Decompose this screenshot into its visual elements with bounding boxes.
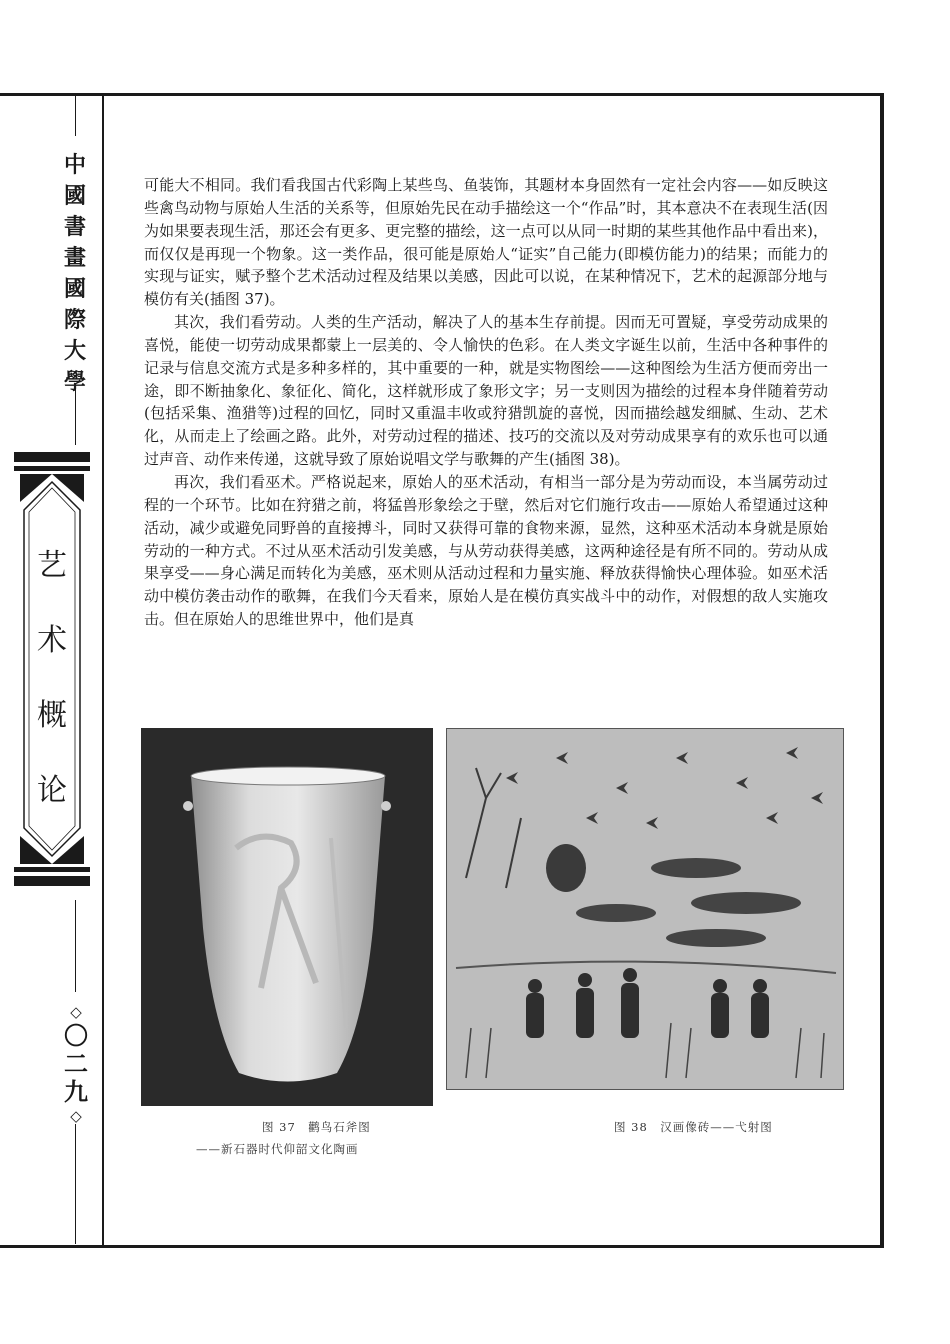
university-char: 國 [63, 276, 86, 302]
figure-38-caption: 图 38 汉画像砖——弋射图 [614, 1120, 773, 1134]
frame-top-line [0, 93, 884, 96]
book-title-char: 术 [37, 623, 67, 658]
page-number-char: 〇 [64, 1021, 88, 1050]
sidebar-low-rule [75, 900, 76, 992]
university-char: 大 [63, 338, 86, 364]
page-number [58, 1002, 94, 1126]
sidebar-bottom-rule [75, 1124, 76, 1244]
book-title-char: 论 [37, 773, 67, 808]
figure-38-relief-image [446, 728, 844, 1090]
university-char: 中 [63, 152, 86, 178]
university-char: 學 [63, 369, 86, 395]
book-title-char: 艺 [37, 548, 67, 583]
university-char: 際 [63, 307, 86, 333]
page-number-char: 九 [64, 1077, 88, 1106]
paragraph: 再次，我们看巫术。严格说起来，原始人的巫术活动，有相当一部分是为劳动而设，本当属劳动过程的一个环节。比如在狩猎之前，将猛兽形象绘之于壁，然后对它们施行攻击——原始人希望通过这种活动，减少或避免同野兽的直接搏斗，同时又获得可靠的食物来源，显然，这种巫术活动本身就是原始劳动的一种方式。不过从巫术活动引发美感，与从劳动获得美感，这两种途径是有所不同的。劳动从成果享受——身心满足而转化为美感，巫术则从活动过程和力量实施、释放获得愉快心理体验。如巫术活动中模仿袭击动作的歌舞，在我们今天看来，原始人是在模仿真实战斗中的动作，对假想的敌人实施攻击。但在原始人的思维世界中，他们是真 [144, 472, 828, 629]
figure-37-caption-line2: ——新石器时代仰韶文化陶画 [196, 1142, 359, 1156]
university-char: 國 [63, 183, 86, 209]
paragraph: 可能大不相同。我们看我国古代彩陶上某些鸟、鱼装饰，其题材本身固然有一定社会内容——如反映这些禽鸟动物与原始人生活的关系等，但原始先民在动手描绘这一个“作品”时，其本意决不在表现生活(因为如果要表现生活，那还会有更多、更完整的描绘，这一点可以从同一时期的某些其他作品中看出来)，而仅仅是再现一个物象。这一类作品，很可能是原始人“证实”自己能力(即模仿能力)的结果；而能力的实现与证实，赋予整个艺术活动过程及结果以美感，因此可以说，在某种情况下，艺术的起源部分地与模仿有关(插图 37)。 [144, 176, 828, 309]
figure-37-pottery-image [141, 728, 433, 1106]
university-char: 書 [63, 214, 86, 240]
university-char: 畫 [63, 245, 86, 271]
diamond-ornament-icon: ◇ [70, 1107, 82, 1125]
page-number-char: 二 [64, 1049, 88, 1078]
university-name [60, 150, 90, 398]
figure-37-caption-line1: 图 37 鹳鸟石斧图 [262, 1120, 371, 1134]
book-title [14, 528, 90, 828]
sidebar-top-rule [75, 96, 76, 136]
frame-bottom-line [0, 1245, 884, 1248]
book-title-char: 概 [37, 698, 67, 733]
body-text [144, 174, 828, 631]
paragraph: 其次，我们看劳动。人类的生产活动，解决了人的基本生存前提。因而无可置疑，享受劳动成果的喜悦，能使一切劳动成果都蒙上一层美的、令人愉快的色彩。在人类文字诞生以前，生活中各种事件的记录与信息交流方式是多种多样的，其中重要的一种，就是实物图绘——这种图绘为生活方便而旁出一途，即不断抽象化、象征化、简化，这样就形成了象形文字；另一支则因为描绘的过程本身伴随着劳动(包括采集、渔猎等)过程的回忆，同时又重温丰收或狩猎凯旋的喜悦，因而描绘越发细腻、生动、艺术化，从而走上了绘画之路。此外，对劳动过程的描述、技巧的交流以及对劳动成果享有的欢乐也可以通过声音、动作来传递，这就导致了原始说唱文学与歌舞的产生(插图 38)。 [144, 313, 828, 469]
sidebar-divider-line [102, 93, 104, 1248]
diamond-ornament-icon: ◇ [70, 1003, 82, 1021]
frame-right-line [880, 93, 884, 1248]
